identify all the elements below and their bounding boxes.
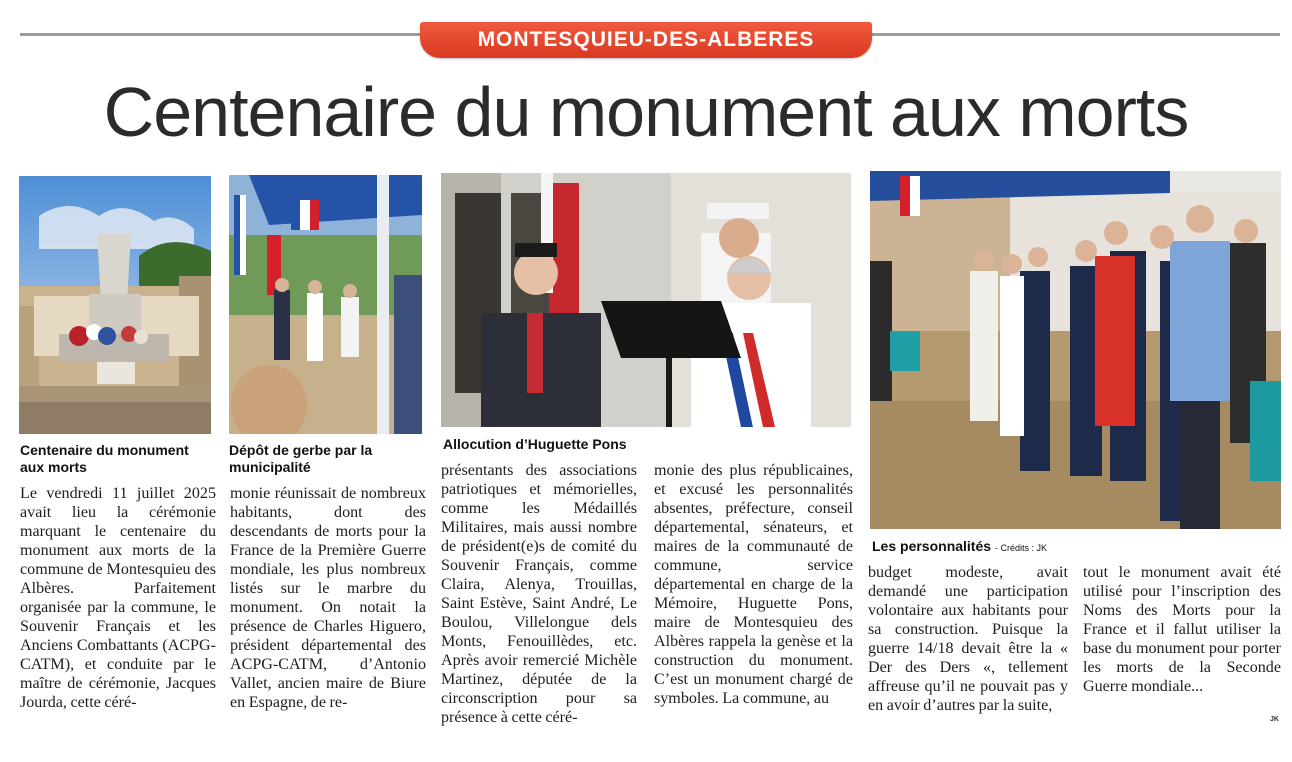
caption-personalities-text: Les personnalités — [872, 538, 992, 554]
photo-wreath-laying — [229, 175, 422, 434]
headline: Centenaire du monument aux morts — [103, 73, 1189, 151]
caption-personalities — [872, 538, 1282, 557]
photo-credits: - Crédits : JK — [995, 543, 1048, 553]
author-signature: JK — [1270, 716, 1279, 723]
caption-speech: Allocution d’Huguette Pons — [443, 436, 627, 452]
section-kicker: MONTESQUIEU-DES-ALBERES — [420, 22, 872, 58]
article-column-4: monie des plus républicaines, et excusé les personnalités absentes, préfecture, conseil départemental, sénateurs, et maires de la communauté de commune, service départemental en charge de la Mémoire, Huguette Pons, maire de Montesquieu des Albères rappela la genèse et la construction du monument. C’est un monument chargé de symboles. La commune, au — [654, 462, 853, 707]
article-column-5: budget modeste, avait demandé une participation volontaire aux habitants pour sa construction. Puisque la guerre 14/18 devait être la « Der des Ders «, tellement affreuse qu’il ne pouvait pas y en avoir d’autres par la suite, — [868, 564, 1068, 714]
article-column-6: tout le monument avait été utilisé pour l’inscription des Noms des Morts pour la France et il fallut utiliser la base du monument pour porter les morts de la Seconde Guerre mondiale... — [1083, 564, 1281, 695]
caption-monument: Centenaire du monument aux morts — [20, 442, 189, 475]
photo-speech — [441, 173, 851, 427]
photo-monument — [19, 176, 211, 434]
article-column-2: monie réunissait de nombreux habitants, dont des descendants de morts pour la France de la Première Guerre mondiale, les plus nombreux listés sur le marbre du monument. On notait la présence de Charles Higuero, président départemental des ACPG-CATM, d’Antonio Vallet, ancien maire de Biure en Espagne, de re- — [230, 485, 426, 711]
article-column-1: Le vendredi 11 juillet 2025 avait lieu la cérémonie marquant le centenaire du monument aux morts de la commune de Montesquieu des Albères. Parfaitement organisée par la commune, le Souvenir Français et les Anciens Combattants (ACPG-CATM), et conduite par le maître de cérémonie, Jacques Jourda, cette céré- — [20, 485, 216, 711]
photo-personalities — [870, 171, 1281, 529]
article-column-3: présentants des associations patriotiques et mémorielles, comme les Médaillés Militaires, mais aussi nombre de président(e)s de comité du Souvenir Français, comme Claira, Alenya, Trouillas, Saint Estève, Saint André, Le Boulou, Villelongue dels Monts, Fenouillèdes, etc. Après avoir remercié Michèle Martinez, députée de la circonscription pour sa présence à cette céré- — [441, 462, 637, 726]
caption-wreath-laying: Dépôt de gerbe par la municipalité — [229, 442, 373, 475]
